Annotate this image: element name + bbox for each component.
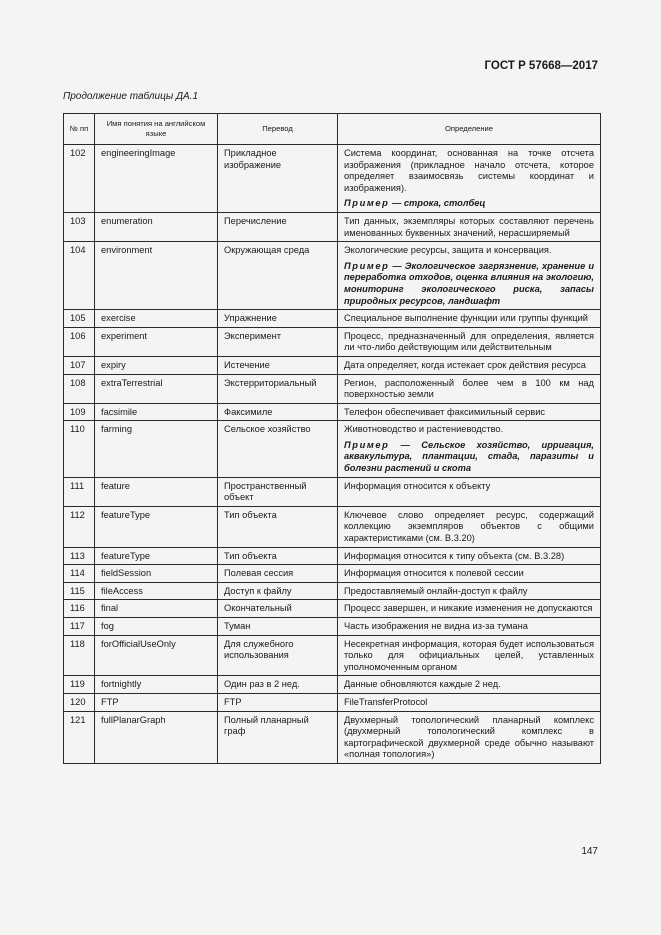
term-definition-cell bbox=[338, 477, 601, 506]
term-definition-cell bbox=[338, 711, 601, 763]
term-translation: Для служебного использования bbox=[218, 635, 338, 676]
term-translation: Прикладное изображение bbox=[218, 145, 338, 213]
term-name: featureType bbox=[95, 547, 218, 565]
term-name: fileAccess bbox=[95, 582, 218, 600]
example-label: Пример bbox=[344, 439, 390, 450]
table-row bbox=[64, 356, 601, 374]
table-row bbox=[64, 693, 601, 711]
term-translation: Перечисление bbox=[218, 212, 338, 241]
term-definition: Предоставляемый онлайн-доступ к файлу bbox=[344, 585, 528, 596]
table-row bbox=[64, 547, 601, 565]
example-note bbox=[344, 261, 594, 307]
table-caption: Продолжение таблицы ДА.1 bbox=[63, 91, 199, 102]
term-definition: Информация относится к полевой сессии bbox=[344, 568, 524, 579]
term-definition-cell bbox=[338, 676, 601, 694]
table-row bbox=[64, 327, 601, 356]
term-definition: Тип данных, экземпляры которых составляют перечень именованных буквенных значений, нерасширяемый bbox=[344, 215, 594, 238]
term-translation: Полевая сессия bbox=[218, 565, 338, 583]
term-definition-cell bbox=[338, 421, 601, 477]
term-definition-cell bbox=[338, 693, 601, 711]
term-definition-cell bbox=[338, 145, 601, 213]
term-name: fortnightly bbox=[95, 676, 218, 694]
term-name: facsimile bbox=[95, 403, 218, 421]
row-number: 105 bbox=[64, 310, 95, 328]
term-definition: Информация относится к объекту bbox=[344, 480, 491, 491]
example-label: Пример bbox=[344, 260, 390, 271]
term-definition-cell bbox=[338, 310, 601, 328]
row-number: 116 bbox=[64, 600, 95, 618]
term-translation: Окончательный bbox=[218, 600, 338, 618]
row-number: 111 bbox=[64, 477, 95, 506]
term-name: forOfficialUseOnly bbox=[95, 635, 218, 676]
row-number: 114 bbox=[64, 565, 95, 583]
term-translation: Упражнение bbox=[218, 310, 338, 328]
term-name: fog bbox=[95, 618, 218, 636]
example-label: Пример bbox=[344, 198, 390, 209]
term-name: experiment bbox=[95, 327, 218, 356]
example-note bbox=[344, 198, 594, 210]
term-definition-cell bbox=[338, 506, 601, 547]
row-number: 118 bbox=[64, 635, 95, 676]
terms-table bbox=[63, 113, 601, 764]
term-translation: Факсимиле bbox=[218, 403, 338, 421]
term-translation: Тип объекта bbox=[218, 506, 338, 547]
term-name: expiry bbox=[95, 356, 218, 374]
term-definition-cell bbox=[338, 327, 601, 356]
row-number: 109 bbox=[64, 403, 95, 421]
term-name: extraTerrestrial bbox=[95, 374, 218, 403]
term-name: FTP bbox=[95, 693, 218, 711]
row-number: 119 bbox=[64, 676, 95, 694]
term-definition-cell bbox=[338, 565, 601, 583]
row-number: 103 bbox=[64, 212, 95, 241]
table-row bbox=[64, 242, 601, 310]
term-definition: Телефон обеспечивает факсимильный сервис bbox=[344, 406, 546, 417]
table-row bbox=[64, 618, 601, 636]
table-row bbox=[64, 600, 601, 618]
term-translation: Полный планарный граф bbox=[218, 711, 338, 763]
example-text: Экологическое загрязнение, хранение и переработка отходов, оценка влияния на экологию, мониторинг экологического риска, запасы природных ресурсов, ландшафт bbox=[344, 260, 595, 306]
page-number: 147 bbox=[581, 846, 598, 857]
row-number: 117 bbox=[64, 618, 95, 636]
table-header-row bbox=[64, 114, 601, 145]
table-row bbox=[64, 565, 601, 583]
term-name: farming bbox=[95, 421, 218, 477]
term-translation: Окружающая среда bbox=[218, 242, 338, 310]
example-dash: — bbox=[389, 198, 404, 209]
term-definition: Экологические ресурсы, защита и консервация. bbox=[344, 245, 552, 256]
term-name: environment bbox=[95, 242, 218, 310]
term-definition-cell bbox=[338, 403, 601, 421]
term-definition: Дата определяет, когда истекает срок действия ресурса bbox=[344, 359, 586, 370]
table-row bbox=[64, 711, 601, 763]
example-text: Сельское хозяйство, ирригация, аквакультура, плантации, стада, паразиты и болезни растений и скота bbox=[344, 439, 595, 474]
term-name: engineeringImage bbox=[95, 145, 218, 213]
term-name: enumeration bbox=[95, 212, 218, 241]
row-number: 121 bbox=[64, 711, 95, 763]
term-definition: Несекретная информация, которая будет использоваться только для официальных целей, уставленных уполномоченным органом bbox=[344, 638, 594, 672]
term-definition-cell bbox=[338, 618, 601, 636]
term-translation: Истечение bbox=[218, 356, 338, 374]
table-row bbox=[64, 145, 601, 213]
standard-code: ГОСТ Р 57668—2017 bbox=[484, 60, 598, 72]
table-row bbox=[64, 676, 601, 694]
term-translation: Эксперимент bbox=[218, 327, 338, 356]
term-definition-cell bbox=[338, 356, 601, 374]
table-row bbox=[64, 212, 601, 241]
term-name: exercise bbox=[95, 310, 218, 328]
term-translation: Пространственный объект bbox=[218, 477, 338, 506]
term-translation: FTP bbox=[218, 693, 338, 711]
row-number: 104 bbox=[64, 242, 95, 310]
term-definition-cell bbox=[338, 242, 601, 310]
term-definition: Животноводство и растениеводство. bbox=[344, 424, 504, 435]
term-definition: Специальное выполнение функции или группы функций bbox=[344, 313, 588, 324]
header-num: № пп bbox=[64, 114, 95, 145]
term-definition: FileTransferProtocol bbox=[344, 696, 428, 707]
term-definition: Процесс завершен, и никакие изменения не допускаются bbox=[344, 603, 593, 614]
example-text: строка, столбец bbox=[403, 198, 486, 209]
table-row bbox=[64, 374, 601, 403]
example-note bbox=[344, 440, 594, 475]
table-row bbox=[64, 477, 601, 506]
term-definition-cell bbox=[338, 635, 601, 676]
table-row bbox=[64, 421, 601, 477]
table-body bbox=[64, 145, 601, 764]
term-name: final bbox=[95, 600, 218, 618]
term-definition: Часть изображения не видна из-за тумана bbox=[344, 621, 528, 631]
table-row bbox=[64, 582, 601, 600]
term-definition: Информация относится к типу объекта (см. В.3.28) bbox=[344, 550, 565, 561]
header-translation: Перевод bbox=[218, 114, 338, 145]
example-dash: — bbox=[389, 260, 405, 271]
term-definition: Система координат, основанная на точке отсчета изображения (прикладное начало отсчета, которое определяет взаимосвязь системы координат и изображения). bbox=[344, 148, 594, 193]
term-definition: Данные обновляются каждые 2 нед. bbox=[344, 679, 501, 690]
term-definition-cell bbox=[338, 212, 601, 241]
term-definition: Ключевое слово определяет ресурс, содержащий коллекцию экземпляров объектов с общими характеристиками (см. В.3.20) bbox=[344, 509, 594, 544]
term-definition-cell bbox=[338, 582, 601, 600]
table-row bbox=[64, 506, 601, 547]
table-row bbox=[64, 635, 601, 676]
row-number: 112 bbox=[64, 506, 95, 547]
header-definition: Определение bbox=[338, 114, 601, 145]
term-translation: Экстерриториальный bbox=[218, 374, 338, 403]
row-number: 106 bbox=[64, 327, 95, 356]
row-number: 120 bbox=[64, 693, 95, 711]
header-english-name: Имя понятия на английском языке bbox=[95, 114, 218, 145]
term-definition: Регион, расположенный более чем в 100 км над поверхностью земли bbox=[344, 377, 594, 400]
term-definition: Двухмерный топологический планарный комплекс (двухмерный топологический комплекс в картографической двухмерной среде обычно называют «полная топология») bbox=[344, 714, 594, 760]
row-number: 115 bbox=[64, 582, 95, 600]
table-row bbox=[64, 403, 601, 421]
term-translation: Туман bbox=[218, 618, 338, 636]
term-definition-cell bbox=[338, 600, 601, 618]
row-number: 107 bbox=[64, 356, 95, 374]
row-number: 108 bbox=[64, 374, 95, 403]
term-translation: Один раз в 2 нед. bbox=[218, 676, 338, 694]
term-name: fullPlanarGraph bbox=[95, 711, 218, 763]
table-row bbox=[64, 310, 601, 328]
term-translation: Тип объекта bbox=[218, 547, 338, 565]
term-definition: Процесс, предназначенный для определения, является ли что-либо действующим или действительным bbox=[344, 330, 594, 353]
row-number: 113 bbox=[64, 547, 95, 565]
term-definition-cell bbox=[338, 374, 601, 403]
term-translation: Доступ к файлу bbox=[218, 582, 338, 600]
row-number: 110 bbox=[64, 421, 95, 477]
example-dash: — bbox=[389, 439, 422, 450]
term-translation: Сельское хозяйство bbox=[218, 421, 338, 477]
row-number: 102 bbox=[64, 145, 95, 213]
term-name: feature bbox=[95, 477, 218, 506]
term-definition-cell bbox=[338, 547, 601, 565]
term-name: featureType bbox=[95, 506, 218, 547]
term-name: fieldSession bbox=[95, 565, 218, 583]
